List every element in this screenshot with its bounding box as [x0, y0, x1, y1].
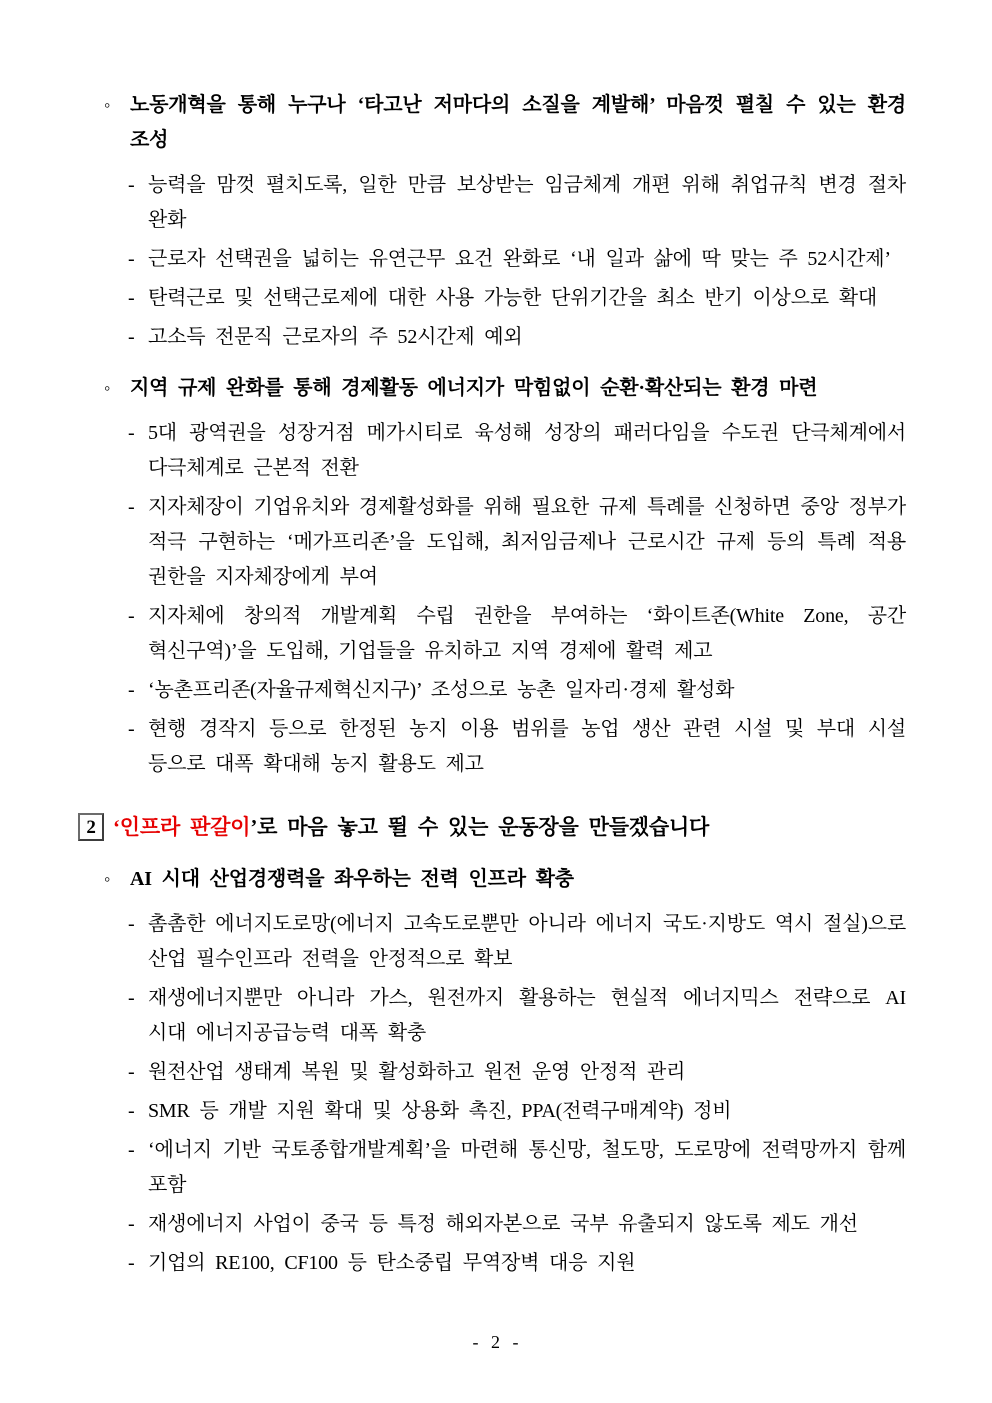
sub-bullet-item: [0, 1246, 992, 1281]
sub-bullet-item: [0, 1055, 992, 1090]
section-heading-red-text: ‘인프라 판갈이: [113, 815, 251, 839]
sub-bullet-item: [0, 712, 992, 782]
sub-bullet-text: 근로자 선택권을 넓히는 유연근무 요건 완화로 ‘내 일과 삶에 딱 맞는 주 52시간제’: [148, 248, 891, 270]
dash-bullet: -: [128, 718, 135, 740]
dash-bullet: -: [128, 287, 135, 309]
sub-bullet-item: [0, 242, 992, 277]
sub-bullet-item: [0, 673, 992, 708]
sub-bullet-text: ‘에너지 기반 국토종합개발계획’을 마련해 통신망, 철도망, 도로망에 전력망까지 함께 포함: [148, 1139, 906, 1196]
sub-bullet-text: 현행 경작지 등으로 한정된 농지 이용 범위를 농업 생산 관련 시설 및 부대 시설 등으로 대폭 확대해 농지 활용도 제고: [148, 718, 906, 775]
circle-bullet: ◦: [104, 869, 111, 889]
page-number: - 2 -: [472, 1332, 520, 1352]
sub-bullet-text: 능력을 맘껏 펼치도록, 일한 만큼 보상받는 임금체계 개편 위해 취업규칙 변경 절차 완화: [148, 174, 906, 231]
dash-bullet: -: [128, 174, 135, 196]
sub-bullet-item: [0, 599, 992, 669]
bullet-text: 노동개혁을 통해 누구나 ‘타고난 저마다의 소질을 계발해’ 마음껏 펼칠 수 있는 환경 조성: [130, 94, 906, 151]
sub-bullet-text: ‘농촌프리존(자율규제혁신지구)’ 조성으로 농촌 일자리·경제 활성화: [148, 679, 735, 701]
bullet-text: 지역 규제 완화를 통해 경제활동 에너지가 막힘없이 순환·확산되는 환경 마련: [130, 377, 818, 399]
sub-bullet-item: [0, 1207, 992, 1242]
sub-bullet-text: 지자체장이 기업유치와 경제활성화를 위해 필요한 규제 특례를 신청하면 중앙 정부가 적극 구현하는 ‘메가프리존’을 도입해, 최저임금제나 근로시간 규제 등의 특례 적용 권한을 지자체장에게 부여: [148, 496, 906, 588]
bullet-section-regional-deregulation: [0, 371, 992, 406]
dash-bullet: -: [128, 1252, 135, 1274]
section-number-box: 2: [78, 813, 104, 841]
section-heading-text: ’로 마음 놓고 뛸 수 있는 운동장을 만들겠습니다: [250, 815, 710, 839]
sub-bullet-item: [0, 907, 992, 977]
sub-bullet-item: [0, 416, 992, 486]
sub-bullet-text: SMR 등 개발 지원 확대 및 상용화 촉진, PPA(전력구매계약) 정비: [148, 1100, 732, 1122]
bullet-text: AI 시대 산업경쟁력을 좌우하는 전력 인프라 확충: [130, 868, 574, 890]
sub-bullet-text: 재생에너지 사업이 중국 등 특정 해외자본으로 국부 유출되지 않도록 제도 개선: [148, 1213, 858, 1235]
circle-bullet: ◦: [104, 95, 111, 115]
dash-bullet: -: [128, 1100, 135, 1122]
sub-bullet-text: 탄력근로 및 선택근로제에 대한 사용 가능한 단위기간을 최소 반기 이상으로 확대: [148, 287, 877, 309]
sub-bullet-text: 기업의 RE100, CF100 등 탄소중립 무역장벽 대응 지원: [148, 1252, 636, 1274]
circle-bullet: ◦: [104, 378, 111, 398]
dash-bullet: -: [128, 326, 135, 348]
section-2-heading: [0, 808, 992, 846]
dash-bullet: -: [128, 422, 135, 444]
bullet-section-labor-reform: [0, 88, 992, 158]
dash-bullet: -: [128, 679, 135, 701]
dash-bullet: -: [128, 248, 135, 270]
sub-bullet-text: 고소득 전문직 근로자의 주 52시간제 예외: [148, 326, 523, 348]
sub-bullet-text: 촘촘한 에너지도로망(에너지 고속도로뿐만 아니라 에너지 국도·지방도 역시 절실)으로 산업 필수인프라 전력을 안정적으로 확보: [148, 913, 906, 970]
dash-bullet: -: [128, 496, 135, 518]
bullet-section-power-infra: [0, 862, 992, 897]
sub-bullet-item: [0, 490, 992, 595]
sub-bullet-item: [0, 320, 992, 355]
sub-bullet-text: 재생에너지뿐만 아니라 가스, 원전까지 활용하는 현실적 에너지믹스 전략으로 AI 시대 에너지공급능력 대폭 확충: [148, 987, 906, 1044]
dash-bullet: -: [128, 1139, 135, 1161]
dash-bullet: -: [128, 987, 135, 1009]
sub-bullet-text: 지자체에 창의적 개발계획 수립 권한을 부여하는 ‘화이트존(White Zone, 공간 혁신구역)’을 도입해, 기업들을 유치하고 지역 경제에 활력 제고: [148, 605, 906, 662]
document-body: [0, 88, 992, 1281]
sub-bullet-item: [0, 1094, 992, 1129]
sub-bullet-item: [0, 981, 992, 1051]
sub-bullet-text: 원전산업 생태계 복원 및 활성화하고 원전 운영 안정적 관리: [148, 1061, 686, 1083]
sub-bullet-item: [0, 1133, 992, 1203]
dash-bullet: -: [128, 605, 135, 627]
dash-bullet: -: [128, 1213, 135, 1235]
dash-bullet: -: [128, 1061, 135, 1083]
sub-bullet-item: [0, 281, 992, 316]
sub-bullet-item: [0, 168, 992, 238]
sub-bullet-text: 5대 광역권을 성장거점 메가시티로 육성해 성장의 패러다임을 수도권 단극체계에서 다극체계로 근본적 전환: [148, 422, 906, 479]
dash-bullet: -: [128, 913, 135, 935]
